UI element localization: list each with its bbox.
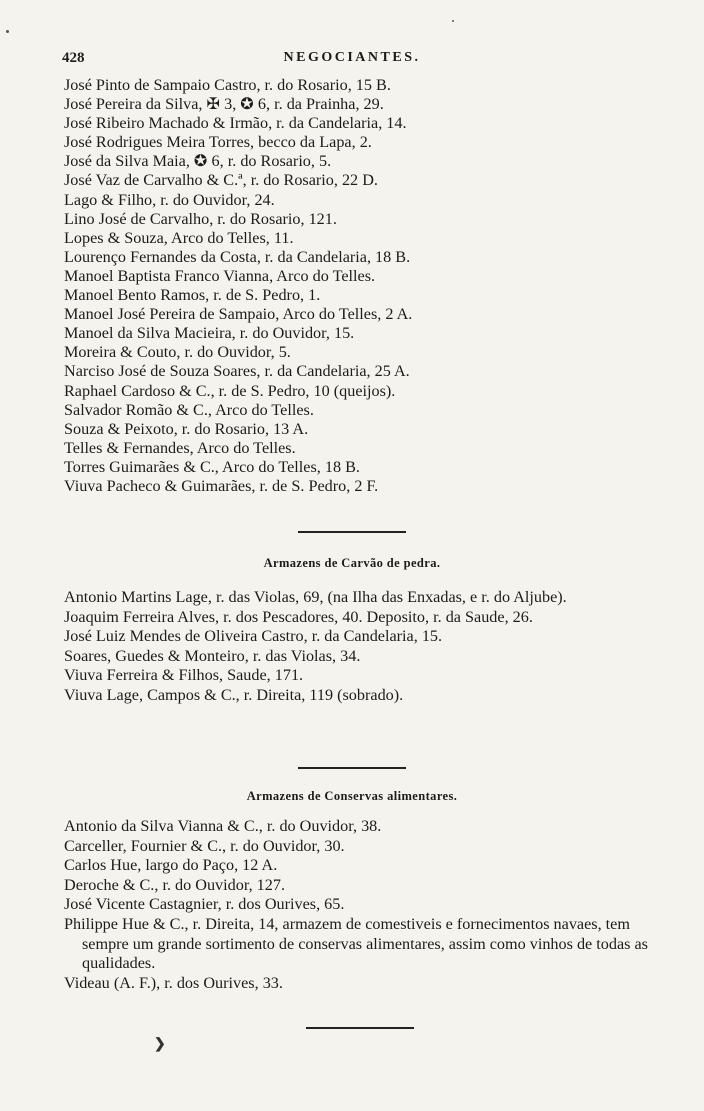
conservas-list: [64, 817, 648, 993]
list-item: José Pinto de Sampaio Castro, r. do Rosario, 15 B.: [64, 76, 391, 94]
list-item: Manoel Bento Ramos, r. de S. Pedro, 1.: [64, 286, 321, 305]
list-item: Manoel Baptista Franco Vianna, Arco do Telles.: [64, 266, 376, 285]
ink-speck: [6, 30, 9, 33]
list-item: Salvador Romão & C., Arco do Telles.: [64, 400, 314, 419]
section-divider: [306, 1027, 414, 1029]
list-item: Lourenço Fernandes da Costa, r. da Candelaria, 18 B.: [64, 247, 411, 266]
list-item: Philippe Hue & C., r. Direita, 14, armazem de comestiveis e fornecimentos navaes, tem sempre um grande sortimento de conservas alimentares, assim como vinhos de todas as qualidades.: [64, 914, 648, 973]
list-item: Moreira & Couto, r. do Ouvidor, 5.: [64, 343, 291, 362]
running-title: NEGOCIANTES.: [283, 50, 421, 65]
list-item: Viuva Ferreira & Filhos, Saude, 171.: [64, 666, 304, 684]
list-item: Deroche & C., r. do Ouvidor, 127.: [64, 875, 285, 894]
list-item: José Vicente Castagnier, r. dos Ourives, 65.: [64, 895, 345, 914]
ink-mark: ❯: [154, 1037, 166, 1052]
list-item: José Rodrigues Meira Torres, becco da Lapa, 2.: [64, 133, 372, 152]
list-item: Raphael Cardoso & C., r. de S. Pedro, 10 (queijos).: [64, 381, 396, 400]
list-item: Torres Guimarães & C., Arco do Telles, 18 B.: [64, 457, 360, 476]
list-item: José da Silva Maia, ✪ 6, r. do Rosario, 5.: [64, 152, 332, 171]
list-item: Viuva Lage, Campos & C., r. Direita, 119 (sobrado).: [64, 685, 404, 704]
ink-speck: [452, 20, 454, 22]
carvao-list: [64, 588, 644, 705]
section-title-carvao: Armazens de Carvão de pedra.: [263, 556, 441, 570]
merchant-list: [64, 76, 644, 496]
list-item: Videau (A. F.), r. dos Ourives, 33.: [64, 973, 283, 992]
list-item: Narciso José de Souza Soares, r. da Candelaria, 25 A.: [64, 362, 410, 381]
page-header: [62, 50, 642, 74]
page-number: 428: [62, 50, 85, 66]
list-item: Manoel da Silva Macieira, r. do Ouvidor, 15.: [64, 324, 355, 343]
list-item: Antonio Martins Lage, r. das Violas, 69, (na Ilha das Enxadas, e r. do Aljube).: [64, 588, 567, 606]
list-item: José Pereira da Silva, ✠ 3, ✪ 6, r. da Prainha, 29.: [64, 95, 384, 114]
list-item: Manoel José Pereira de Sampaio, Arco do Telles, 2 A.: [64, 305, 413, 324]
section-divider: [298, 767, 406, 769]
list-item: Antonio da Silva Vianna & C., r. do Ouvidor, 38.: [64, 817, 382, 835]
list-item: Lino José de Carvalho, r. do Rosario, 121.: [64, 209, 337, 228]
list-item: Souza & Peixoto, r. do Rosario, 13 A.: [64, 419, 309, 438]
section-divider: [298, 531, 406, 533]
list-item: Viuva Pacheco & Guimarães, r. de S. Pedro, 2 F.: [64, 476, 379, 495]
list-item: Carceller, Fournier & C., r. do Ouvidor, 30.: [64, 836, 345, 855]
list-item: Carlos Hue, largo do Paço, 12 A.: [64, 856, 278, 875]
list-item: Joaquim Ferreira Alves, r. dos Pescadores, 40. Deposito, r. da Saude, 26.: [64, 607, 533, 626]
list-item: José Vaz de Carvalho & C.ª, r. do Rosario, 22 D.: [64, 171, 378, 190]
list-item: José Ribeiro Machado & Irmão, r. da Candelaria, 14.: [64, 114, 407, 133]
list-item: Lopes & Souza, Arco do Telles, 11.: [64, 228, 294, 247]
list-item: Soares, Guedes & Monteiro, r. das Violas, 34.: [64, 646, 361, 665]
list-item: José Luiz Mendes de Oliveira Castro, r. da Candelaria, 15.: [64, 627, 443, 645]
section-title-conservas: Armazens de Conservas alimentares.: [246, 789, 458, 803]
list-item: Lago & Filho, r. do Ouvidor, 24.: [64, 190, 275, 209]
list-item: Telles & Fernandes, Arco do Telles.: [64, 438, 296, 457]
